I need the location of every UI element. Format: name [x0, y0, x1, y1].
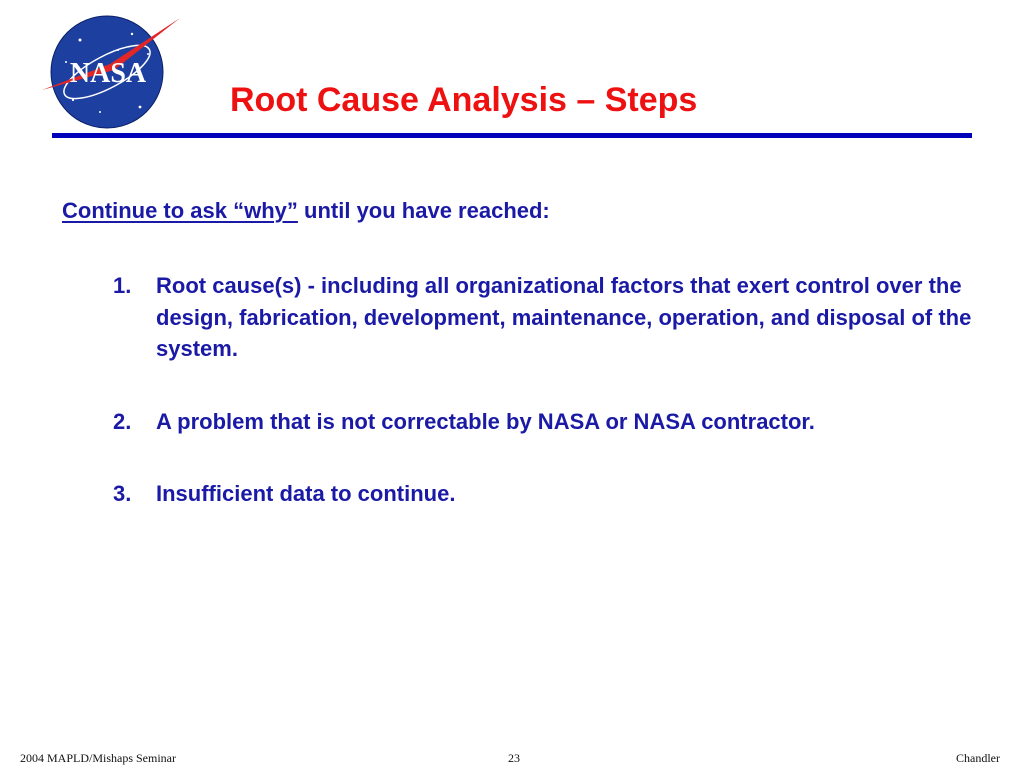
intro-line — [62, 197, 550, 225]
slide-title: Root Cause Analysis – Steps — [230, 81, 698, 119]
step-text: A problem that is not correctable by NASA or NASA contractor. — [156, 408, 815, 434]
nasa-logo-icon — [40, 12, 182, 130]
title-divider — [52, 133, 972, 138]
step-item — [113, 478, 973, 510]
intro-underlined-text: Continue to ask “why” — [62, 198, 298, 223]
step-item — [113, 270, 973, 365]
logo-text: NASA — [69, 58, 147, 89]
footer-author: Chandler — [956, 751, 1000, 765]
footer-seminar: 2004 MAPLD/Mishaps Seminar — [20, 751, 176, 765]
step-list — [113, 270, 973, 551]
footer-page-number: 23 — [508, 751, 520, 765]
step-item — [113, 406, 973, 438]
step-text: Root cause(s) - including all organizational factors that exert control over the design, fabrication, development, maintenance, operation, and disposal of the system. — [156, 273, 972, 361]
step-number: 1. — [113, 273, 132, 298]
step-text: Insufficient data to continue. — [156, 481, 456, 506]
step-number: 2. — [113, 408, 132, 434]
intro-rest-text: until you have reached: — [297, 198, 550, 223]
step-number: 3. — [113, 481, 132, 506]
